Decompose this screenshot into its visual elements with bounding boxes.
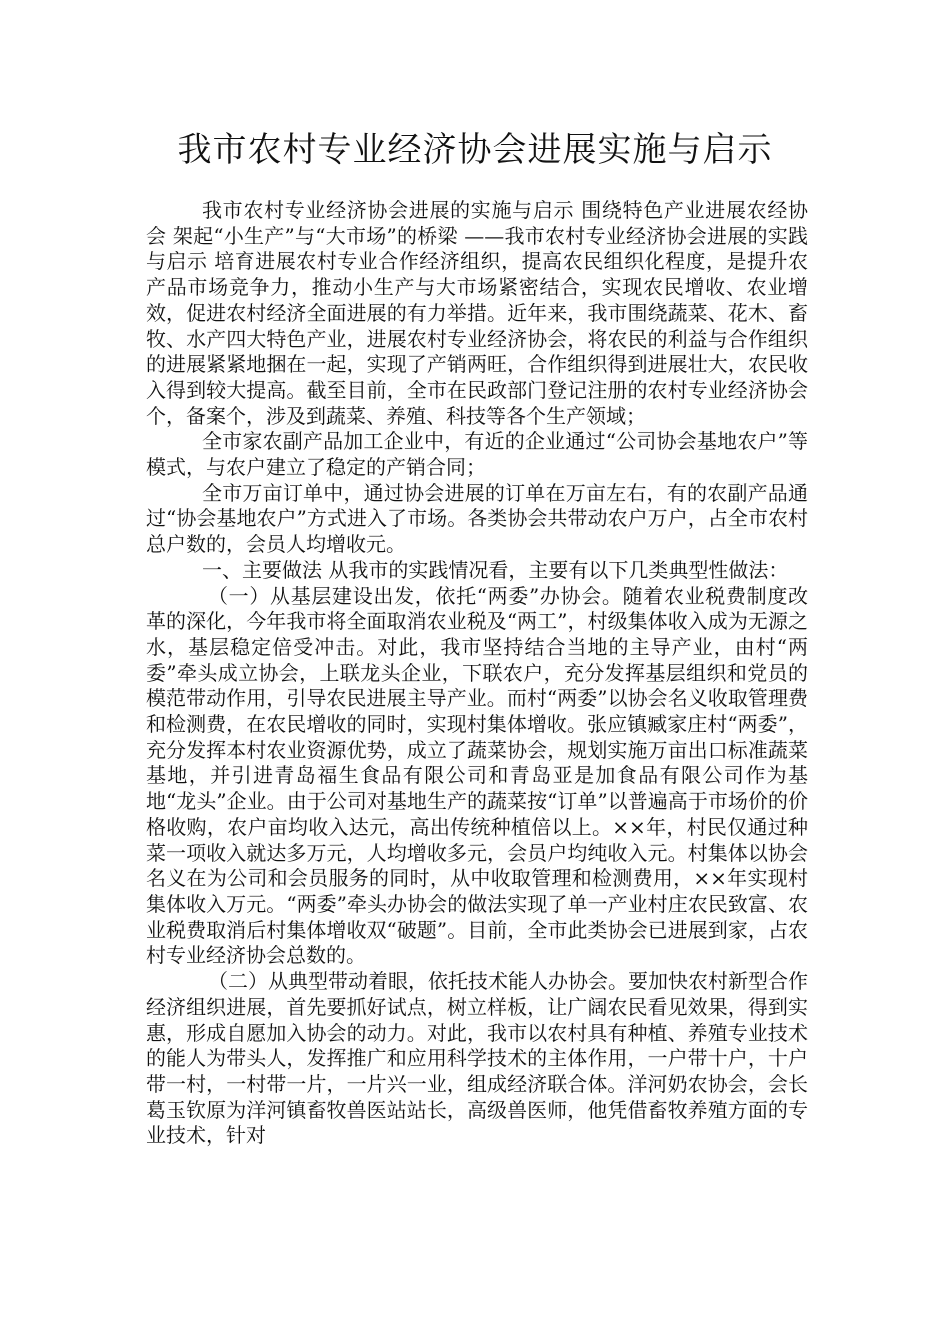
document-body: [146, 198, 808, 1149]
paragraph-section-heading: 一、主要做法 从我市的实践情况看，主要有以下几类典型性做法：: [202, 557, 789, 582]
paragraph-method-two: （二）从典型带动着眼，依托技术能人办协会。要加快农村新型合作经济组织进展，首先要抓好试点，树立样板，让广阔农民看见效果，得到实惠，形成自愿加入协会的动力。对此，我市以农村具有种植、养殖专业技术的能人为带头人，发挥推广和应用科学技术的主体作用，一户带十户，十户带一村，一村带一片，一片兴一业，组成经济联合体。洋河奶农协会，会长葛玉钦原为洋河镇畜牧兽医站站长，高级兽医师，他凭借畜牧养殖方面的专业技术，针对: [146, 969, 808, 1148]
paragraph-orders: 全市万亩订单中，通过协会进展的订单在万亩左右，有的农副产品通过“协会基地农户”方式进入了市场。各类协会共带动农户万户，占全市农村总户数的，会员人均增收元。: [146, 480, 808, 557]
paragraph-method-one: （一）从基层建设出发，依托“两委”办协会。随着农业税费制度改革的深化，今年我市将全面取消农业税及“两工”，村级集体收入成为无源之水，基层稳定倍受冲击。对此，我市坚持结合当地的主导产业，由村“两委”牵头成立协会，上联龙头企业，下联农户，充分发挥基层组织和党员的模范带动作用，引导农民进展主导产业。而村“两委”以协会名义收取管理费和检测费，在农民增收的同时，实现村集体增收。张应镇臧家庄村“两委”，充分发挥本村农业资源优势，成立了蔬菜协会，规划实施万亩出口标准蔬菜基地，并引进青岛福生食品有限公司和青岛亚是加食品有限公司作为基地“龙头”企业。由于公司对基地生产的蔬菜按“订单”以普遍高于市场价的价格收购，农户亩均收入达元，高出传统种植倍以上。××年，村民仅通过种菜一项收入就达多万元，人均增收多元，会员户均纯收入元。村集体以协会名义在为公司和会员服务的同时，从中收取管理和检测费用，××年实现村集体收入万元。“两委”牵头办协会的做法实现了单一产业村庄农民致富、农业税费取消后村集体增收双“破题”。目前，全市此类协会已进展到家，占农村专业经济协会总数的。: [146, 583, 808, 968]
paragraph-intro: 我市农村专业经济协会进展的实施与启示 围绕特色产业进展农经协会 架起“小生产”与“大市场”的桥梁 ——我市农村专业经济协会进展的实践与启示 培育进展农村专业合作经济组织，提高农民组织化程度，是提升农产品市场竞争力，推动小生产与大市场紧密结合，实现农民增收、农业增效，促进农村经济全面进展的有力举措。近年来，我市围绕蔬菜、花木、畜牧、水产四大特色产业，进展农村专业经济协会，将农民的利益与合作组织的进展紧紧地捆在一起，实现了产销两旺，合作组织得到进展壮大，农民收入得到较大提高。截至目前，全市在民政部门登记注册的农村专业经济协会个，备案个，涉及到蔬菜、养殖、科技等各个生产领域；: [146, 198, 808, 428]
paragraph-enterprises: 全市家农副产品加工企业中，有近的企业通过“公司协会基地农户”等模式，与农户建立了稳定的产销合同；: [146, 429, 808, 480]
document-title: 我市农村专业经济协会进展实施与启示: [177, 130, 773, 170]
